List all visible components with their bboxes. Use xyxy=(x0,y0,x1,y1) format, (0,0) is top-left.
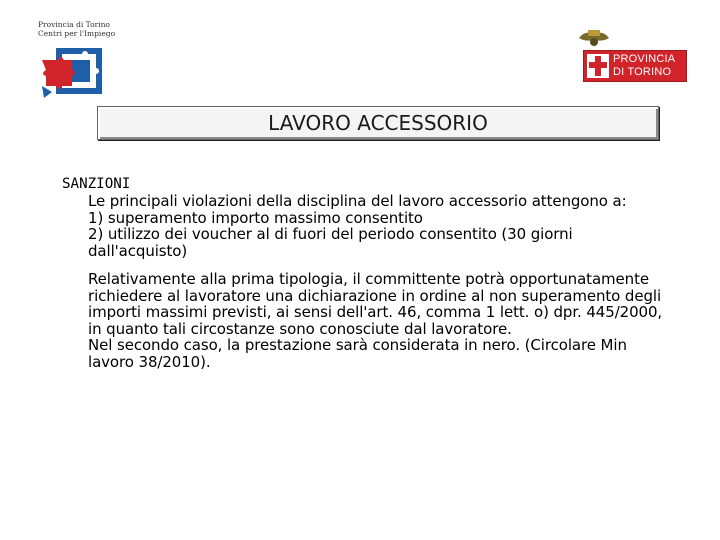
paragraph-intro: Le principali violazioni della disciplina del lavoro accessorio attengono a: xyxy=(88,192,627,210)
slide-title: LAVORO ACCESSORIO xyxy=(97,106,659,140)
centri-impiego-logo xyxy=(38,20,128,100)
paragraph-second-case: Nel secondo caso, la prestazione sarà considerata in nero. (Circolare Min lavoro 38/2010). xyxy=(88,336,627,371)
puzzle-logo-icon xyxy=(38,46,104,102)
slide-body xyxy=(62,176,662,370)
cross-shield-icon xyxy=(587,54,609,78)
paragraph-item-2: 2) utilizzo dei voucher al di fuori del periodo consentito (30 giorni dall'acquisto) xyxy=(88,225,573,260)
badge-text: PROVINCIA DI TORINO xyxy=(613,53,676,78)
paragraph-first-type: Relativamente alla prima tipologia, il committente potrà opportunatamente richiedere al lavoratore una dichiarazione in ordine al non superamento degli importi massimi previsti, ai sensi dell'art. 46, comma 1 lett. o) dpr. 445/2000, in quanto tali circostanze sono conosciute dal lavoratore. xyxy=(88,270,663,338)
provincia-badge xyxy=(583,50,687,82)
crest-icon xyxy=(577,28,611,48)
logo-org-text: Provincia di Torino Centri per l'Impiego xyxy=(38,20,116,38)
provincia-torino-logo xyxy=(575,28,687,84)
section-heading: SANZIONI xyxy=(62,176,131,192)
paragraph-item-1: 1) superamento importo massimo consentito xyxy=(88,208,423,227)
